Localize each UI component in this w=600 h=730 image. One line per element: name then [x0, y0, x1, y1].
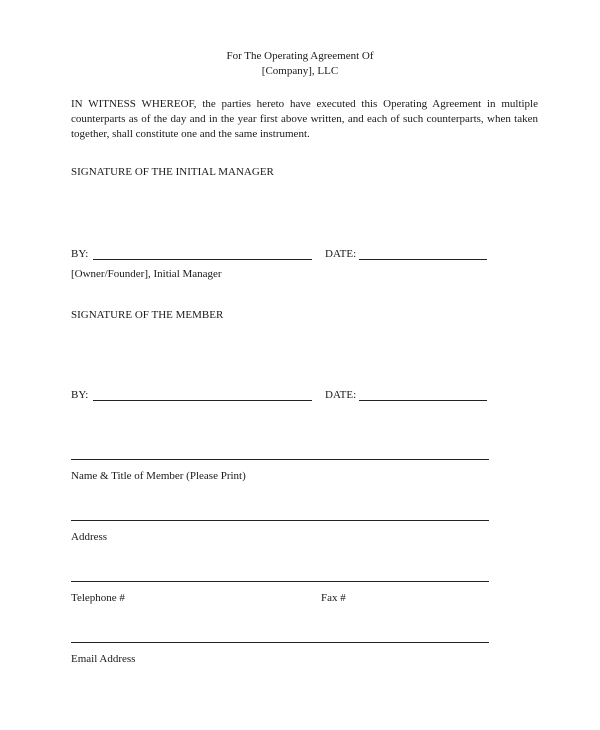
member-signature-line[interactable]: [93, 400, 312, 401]
member-date-label: DATE:: [325, 389, 357, 401]
member-signature-heading: SIGNATURE OF THE MEMBER: [71, 309, 224, 321]
member-phone-fax-line[interactable]: [71, 581, 489, 582]
member-name-title-line[interactable]: [71, 459, 489, 460]
manager-caption: [Owner/Founder], Initial Manager: [71, 268, 222, 280]
document-title-line-1: For The Operating Agreement Of: [226, 50, 374, 62]
manager-date-line[interactable]: [359, 259, 487, 260]
manager-signature-line[interactable]: [93, 259, 312, 260]
witness-paragraph: IN WITNESS WHEREOF, the parties hereto have executed this Operating Agreement in multiple counterparts as of the day and in the year first above written, and each of such counterparts, when taken together, shall constitute one and the same instrument.: [71, 98, 538, 140]
manager-signature-heading: SIGNATURE OF THE INITIAL MANAGER: [71, 166, 274, 178]
member-email-label: Email Address: [71, 653, 136, 665]
member-name-title-label: Name & Title of Member (Please Print): [71, 470, 246, 482]
manager-by-label: BY:: [71, 248, 89, 260]
member-email-line[interactable]: [71, 642, 489, 643]
member-fax-label: Fax #: [321, 592, 346, 604]
manager-date-label: DATE:: [325, 248, 357, 260]
member-date-line[interactable]: [359, 400, 487, 401]
member-address-line[interactable]: [71, 520, 489, 521]
member-address-label: Address: [71, 531, 108, 543]
document-title-line-2: [Company], LLC: [261, 65, 339, 77]
member-by-label: BY:: [71, 389, 89, 401]
member-telephone-label: Telephone #: [71, 592, 125, 604]
